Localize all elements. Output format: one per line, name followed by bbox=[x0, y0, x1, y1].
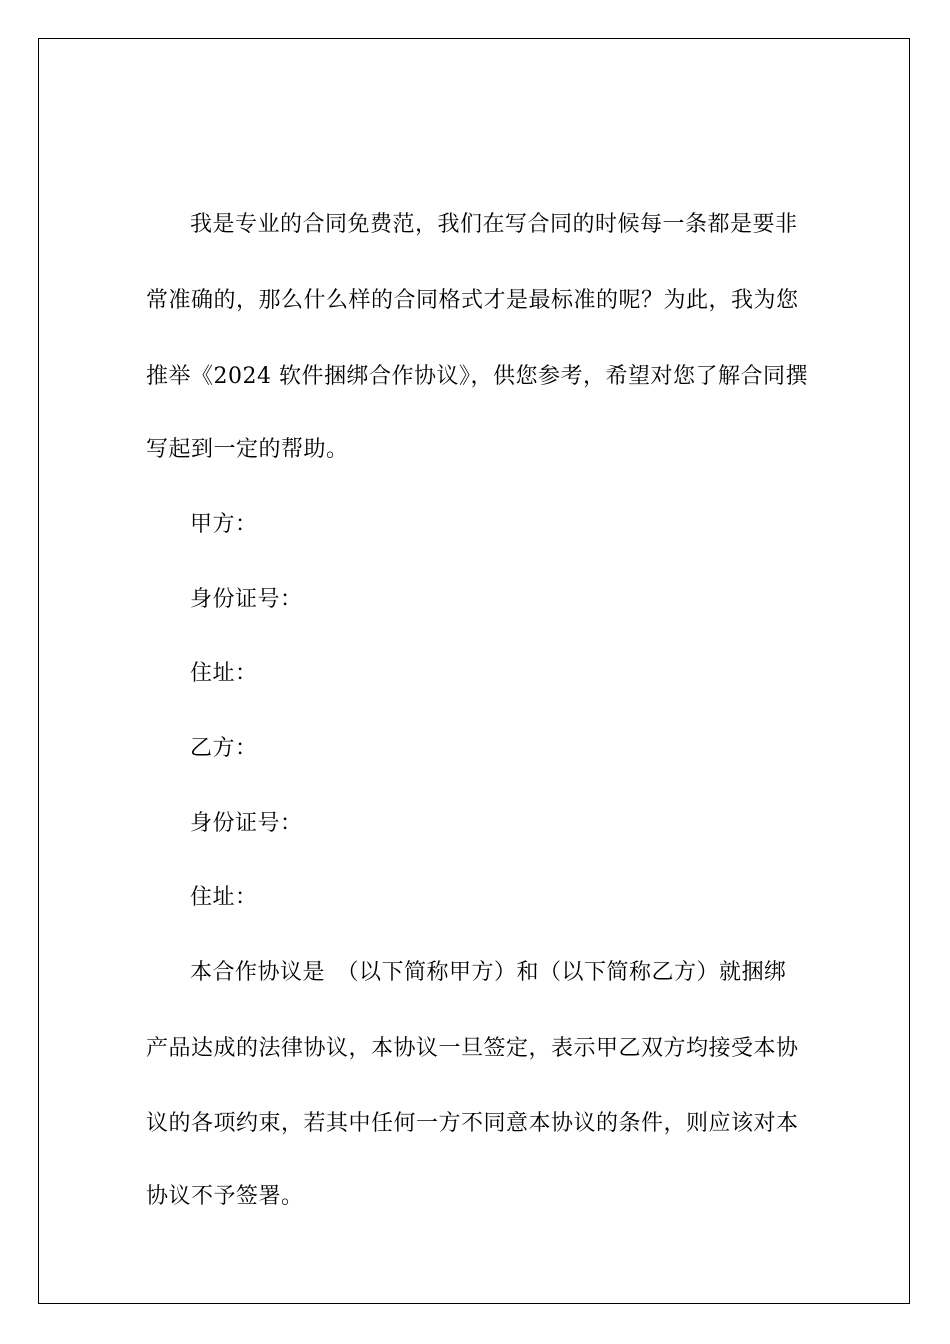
intro-line-4: 写起到一定的帮助。 bbox=[146, 437, 349, 462]
agreement-line-2: 产品达成的法律协议，本协议一旦签定，表示甲乙双方均接受本协 bbox=[146, 1036, 799, 1061]
party-b-address-label: 住址： bbox=[190, 885, 258, 910]
party-a-address-label: 住址： bbox=[190, 661, 258, 686]
intro-line-3: 推举《2024 软件捆绑合作协议》，供您参考，希望对您了解合同撰 bbox=[146, 364, 808, 389]
party-b-label: 乙方： bbox=[190, 736, 258, 761]
party-a-id-label: 身份证号： bbox=[190, 587, 303, 612]
party-b-id-label: 身份证号： bbox=[190, 811, 303, 836]
intro-line-1: 我是专业的合同免费范，我们在写合同的时候每一条都是要非 bbox=[190, 212, 798, 237]
agreement-line-4: 协议不予签署。 bbox=[146, 1184, 304, 1209]
intro-line-2: 常准确的，那么什么样的合同格式才是最标准的呢？为此，我为您 bbox=[146, 288, 799, 313]
agreement-line-3: 议的各项约束，若其中任何一方不同意本协议的条件，则应该对本 bbox=[146, 1111, 799, 1136]
party-a-label: 甲方： bbox=[190, 512, 258, 537]
agreement-line-1: 本合作协议是 （以下简称甲方）和（以下简称乙方）就捆绑 bbox=[190, 960, 787, 985]
